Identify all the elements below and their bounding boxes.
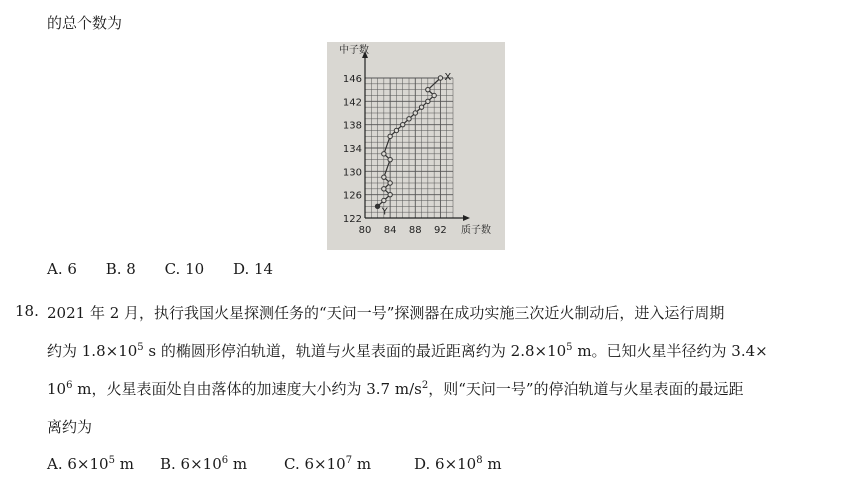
data-point (382, 198, 386, 202)
q18-option-a-exp: 5 (108, 455, 115, 466)
q18-option-a[interactable] (47, 455, 160, 473)
x-tick-label: 92 (434, 225, 447, 236)
x-tick-label: 88 (408, 225, 422, 236)
q17-option-c[interactable]: C. 10 (164, 260, 205, 278)
point-label-x: X (444, 72, 452, 83)
intro-text: 的总个数为 (47, 14, 123, 32)
y-axis-title: 中子数 (339, 45, 369, 56)
q18-line-2 (47, 340, 768, 361)
data-point (388, 134, 392, 138)
q18-option-d-exp: 8 (476, 455, 483, 466)
q18-option-b-pre: B. 6×10 (160, 455, 222, 473)
q18-option-a-pre: A. 6×10 (47, 455, 109, 473)
point-label-y: Y (381, 206, 388, 218)
data-point (432, 93, 436, 97)
q18-line-1: 2021 年 2 月，执行我国火星探测任务的“天问一号”探测器在成功实施三次近火制动后，进入运行周期 (47, 304, 725, 322)
q18-line3-b-exp: 2 (421, 380, 429, 391)
y-tick-label: 130 (342, 167, 362, 179)
q18-line2-a-exp: 5 (137, 342, 144, 353)
q18-line2-b: s 的椭圆形停泊轨道，轨道与火星表面的最近距离约为 2.8×10 (143, 342, 567, 360)
data-point (419, 105, 423, 109)
x-axis-arrow (463, 215, 470, 221)
q18-line3-a-exp: 6 (66, 380, 73, 391)
data-point (388, 181, 392, 185)
q18-line-3 (47, 378, 744, 399)
q18-option-c-post: m (352, 455, 372, 473)
q17-option-b[interactable]: B. 8 (105, 260, 136, 278)
q18-option-d-post: m (482, 455, 502, 473)
q18-option-d-pre: D. 6×10 (414, 455, 477, 473)
q18-line2-b-exp: 5 (566, 342, 573, 353)
data-point (394, 128, 398, 132)
data-point (382, 187, 386, 191)
y-tick-label: 126 (342, 190, 362, 202)
data-point (438, 76, 442, 80)
data-point (413, 111, 417, 115)
q17-option-a[interactable]: A. 6 (47, 260, 77, 278)
y-tick-label: 142 (342, 97, 362, 109)
data-point (382, 152, 386, 156)
q18-option-a-post: m (114, 455, 134, 473)
data-point (375, 204, 379, 208)
nuclide-chart (327, 42, 505, 250)
x-tick-label: 84 (383, 225, 397, 236)
data-point (382, 175, 386, 179)
q18-line2-a: 约为 1.8×10 (47, 342, 138, 360)
q18-line2-c: m。已知火星半径约为 3.4× (572, 342, 768, 360)
y-tick-label: 138 (342, 120, 362, 132)
data-point (401, 122, 405, 126)
data-point (426, 87, 430, 91)
data-point (407, 117, 411, 121)
nuclide-chart-svg (327, 42, 505, 250)
q18-option-b-post: m (228, 455, 248, 473)
y-tick-label: 146 (342, 74, 362, 85)
q18-line-4: 离约为 (47, 418, 93, 436)
q18-option-b-exp: 6 (221, 455, 229, 466)
x-axis-title: 质子数 (461, 225, 491, 236)
y-tick-label: 134 (342, 144, 362, 155)
q17-options (47, 260, 297, 278)
q18-number: 18. (15, 302, 39, 320)
q18-option-b[interactable] (160, 455, 284, 473)
data-point (388, 157, 392, 161)
data-point (426, 99, 430, 103)
q18-option-d[interactable] (414, 455, 502, 473)
y-tick-label: 122 (342, 214, 362, 225)
data-point (388, 192, 392, 196)
q18-line3-c: ，则“天问一号”的停泊轨道与火星表面的最远距 (428, 380, 744, 398)
q18-line3-a: 10 (47, 380, 67, 398)
q18-option-c[interactable] (284, 455, 414, 473)
q18-option-c-pre: C. 6×10 (284, 455, 346, 473)
q18-line3-b: m，火星表面处自由落体的加速度大小约为 3.7 m/s (72, 380, 422, 398)
q18-options (47, 455, 502, 473)
q17-option-d[interactable]: D. 14 (232, 260, 274, 278)
x-tick-label: 80 (358, 225, 372, 236)
q18-option-c-exp: 7 (345, 455, 353, 466)
